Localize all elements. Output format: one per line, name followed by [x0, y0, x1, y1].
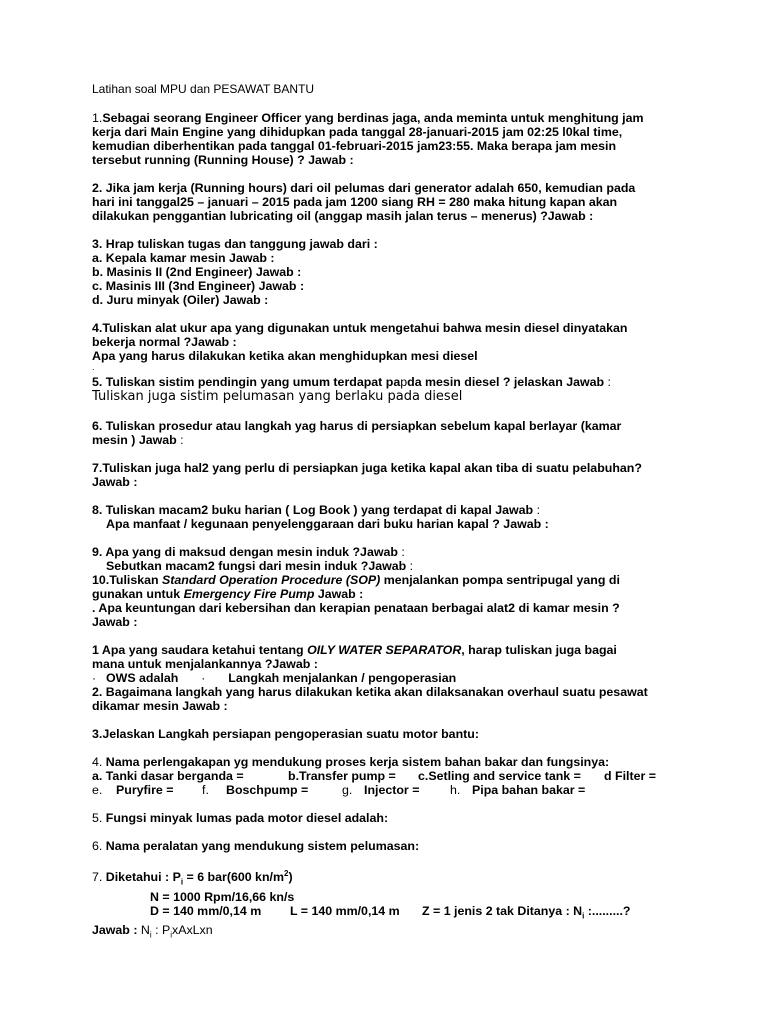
- s2q7-p-value: = 6 bar(600 kn/m: [183, 870, 284, 885]
- q5-line-1-p: p: [400, 375, 408, 389]
- q9-colon-1: :: [401, 545, 405, 559]
- q4-dot: .: [92, 362, 95, 372]
- q10-line-4: Jawab :: [92, 615, 138, 629]
- q10-line-3: . Apa keuntungan dari kebersihan dan kerapian penataan berbagai alat2 di kamar mesin ?: [92, 601, 620, 615]
- question-5: [92, 375, 692, 405]
- s2q4-item-c: c.Setling and service tank =: [418, 769, 581, 783]
- s2q5-number: 5.: [92, 811, 103, 825]
- s2q4-item-b: b.Transfer pump =: [288, 769, 396, 783]
- q3-item-b: b. Masinis II (2nd Engineer) Jawab :: [92, 265, 302, 279]
- s2q4-item-g: Injector =: [364, 783, 420, 797]
- s2q7-formula-sub: i: [149, 930, 152, 940]
- s2q1-bullet-2: ·: [201, 671, 206, 685]
- q6-colon: :: [180, 433, 184, 447]
- s2q4-label-f: f.: [202, 783, 209, 797]
- q3-item-a: a. Kepala kamar mesin Jawab :: [92, 251, 275, 265]
- q8-line-2: Apa manfaat / kegunaan penyelenggaraan dari buku harian kapal ? Jawab :: [106, 517, 549, 531]
- q1-line-1: Sebagai seorang Engineer Officer yang berdinas jaga, anda meminta untuk menghitung jam: [102, 111, 644, 125]
- q3-line-1: 3. Hrap tuliskan tugas dan tanggung jawab dari :: [92, 237, 378, 251]
- q5-line-1-post: da mesin diesel ? jelaskan Jawab: [407, 375, 608, 389]
- question-9: [92, 545, 692, 573]
- s2q7-z-sub: i: [582, 911, 585, 921]
- s2q4-label-e: e.: [92, 783, 103, 797]
- s2q7-formula-sub-2: i: [170, 930, 173, 940]
- q10-efp: Emergency Fire Pump: [183, 587, 315, 601]
- q1-number: 1.: [92, 111, 103, 125]
- s2q7-p-close: ): [288, 870, 293, 885]
- q1-line-2: kerja dari Main Engine yang dihidupkan pada tanggal 28-januari-2015 jam 02:25 l0kal time,: [92, 125, 623, 139]
- s2q4-line-1: Nama perlengakapan yg mendukung proses kerja sistem bahan bakar dan fungsinya:: [102, 755, 610, 769]
- question-8: [92, 503, 692, 531]
- s2q5-line-1: Fungsi minyak lumas pada motor diesel adalah:: [102, 811, 389, 825]
- q9-line-1: 9. Apa yang di maksud dengan mesin induk ?Jawab: [92, 545, 402, 559]
- question-10: [92, 573, 692, 629]
- section2-question-5: [92, 811, 692, 825]
- s2q7-d: D = 140 mm/0,14 m: [150, 903, 262, 918]
- s2q2-line-1: 2. Bagaimana langkah yang harus dilakukan ketika akan dilaksanakan overhaul suatu pesawat: [92, 685, 648, 699]
- q5-line-1-pre: 5. Tuliskan sistim pendingin yang umum terdapat pa: [92, 375, 401, 389]
- s2q6-line-1: Nama peralatan yang mendukung sistem pelumasan:: [102, 839, 420, 853]
- q2-line-2: hari ini tanggal25 – januari – 2015 pada jam 1200 siang RH = 280 maka hitung kapan akan: [92, 195, 618, 209]
- document-page: [92, 82, 692, 943]
- s2q4-number: 4.: [92, 755, 103, 769]
- s2q7-L: L = 140 mm/0,14 m: [290, 903, 400, 918]
- question-2: [92, 181, 692, 223]
- section2-question-3: [92, 727, 692, 741]
- s2q4-label-g: g.: [342, 783, 353, 797]
- question-3: [92, 237, 692, 307]
- question-6: [92, 419, 692, 447]
- q5-colon: :: [607, 375, 611, 389]
- s2q4-item-e: Puryfire =: [116, 783, 174, 797]
- s2q7-sup-2: 2: [283, 869, 289, 878]
- s2q7-formula-mid: : P: [151, 923, 171, 938]
- q2-line-3: dilakukan penggantian lubricating oil (anggap masih jalan terus – menerus) ?Jawab :: [92, 209, 594, 223]
- s2q1-bullet-1: ·: [92, 671, 97, 685]
- q1-line-4: tersebut running (Running House) ? Jawab :: [92, 153, 354, 167]
- q10-sop: Standard Operation Procedure (SOP): [162, 573, 381, 587]
- s2q2-line-2: dikamar mesin Jawab :: [92, 699, 228, 713]
- section2-question-6: [92, 839, 692, 853]
- q6-line-2: mesin ) Jawab: [92, 433, 181, 447]
- s2q7-jawab: Jawab :: [92, 923, 141, 938]
- section2-question-7: [92, 867, 692, 943]
- s2q7-n: N = 1000 Rpm/16,66 kn/s: [150, 889, 295, 904]
- question-1: [92, 111, 692, 167]
- s2q7-z: Z = 1 jenis 2 tak Ditanya : N: [422, 903, 583, 918]
- q4-line-2: bekerja normal ?Jawab :: [92, 335, 237, 349]
- s2q7-formula-n: N: [140, 923, 150, 938]
- q6-line-1: 6. Tuliskan prosedur atau langkah yag harus di persiapkan sebelum kapal berlayar (kamar: [92, 419, 622, 433]
- q8-line-1: 8. Tuliskan macam2 buku harian ( Log Book ) yang terdapat di kapal Jawab: [92, 503, 537, 517]
- s2q7-number: 7.: [92, 870, 103, 885]
- q7-line-2: Jawab :: [92, 475, 138, 489]
- s2q7-z-post: :.........?: [584, 903, 631, 918]
- s2q7-diketahui: Diketahui : P: [102, 870, 181, 885]
- q4-line-1: 4.Tuliskan alat ukur apa yang digunakan untuk mengetahui bahwa mesin diesel dinyatakan: [92, 321, 628, 335]
- s2q4-label-h: h.: [450, 783, 461, 797]
- q5-line-2: Tuliskan juga sistim pelumasan yang berlaku pada diesel: [92, 389, 463, 404]
- s2q1-line-2: mana untuk menjalankannya ?Jawab :: [92, 657, 318, 671]
- q2-line-1: 2. Jika jam kerja (Running hours) dari oil pelumas dari generator adalah 650, kemudian pada: [92, 181, 636, 195]
- s2q4-item-f: Boschpump =: [226, 783, 309, 797]
- s2q7-sub-i: i: [180, 877, 184, 887]
- q10-line-2-pre: gunakan untuk: [92, 587, 184, 601]
- s2q4-item-a: a. Tanki dasar berganda =: [92, 769, 244, 783]
- s2q1-line-1-pre: 1 Apa yang saudara ketahui tentang: [92, 643, 308, 657]
- q3-item-d: d. Juru minyak (Oiler) Jawab :: [92, 293, 269, 307]
- section2-question-4: [92, 755, 692, 797]
- s2q1-langkah: Langkah menjalankan / pengoperasian: [228, 671, 457, 685]
- s2q1-ows: OILY WATER SEPARATOR: [307, 643, 462, 657]
- q8-colon: :: [536, 503, 541, 517]
- question-4: [92, 321, 692, 371]
- q10-line-1-post: menjalankan pompa sentripugal yang di: [380, 573, 620, 587]
- q10-line-1-pre: 10.Tuliskan: [92, 573, 163, 587]
- q10-line-2-post: Jawab :: [314, 587, 364, 601]
- s2q1-ows-label: OWS adalah: [106, 671, 179, 685]
- s2q7-formula-end: xAxLxn: [172, 923, 213, 938]
- section2-question-1: [92, 643, 692, 685]
- s2q4-item-d: d Filter =: [604, 769, 656, 783]
- question-7: [92, 461, 692, 489]
- q4-line-3: Apa yang harus dilakukan ketika akan menghidupkan mesi diesel: [92, 349, 478, 363]
- q9-colon-2: :: [409, 559, 414, 573]
- s2q1-line-1-post: , harap tuliskan juga bagai: [461, 643, 617, 657]
- s2q3-line-1: 3.Jelaskan Langkah persiapan pengoperasian suatu motor bantu:: [92, 727, 479, 741]
- q9-line-2: Sebutkan macam2 fungsi dari mesin induk ?Jawab: [106, 559, 410, 573]
- document-title: Latihan soal MPU dan PESAWAT BANTU: [92, 82, 315, 96]
- s2q6-number: 6.: [92, 839, 103, 853]
- q1-line-3: kemudian diberhentikan pada tanggal 01-februari-2015 jam23:55. Maka berapa jam mesin: [92, 139, 617, 153]
- section2-question-2: [92, 685, 692, 713]
- s2q4-item-h: Pipa bahan bakar =: [472, 783, 586, 797]
- q7-line-1: 7.Tuliskan juga hal2 yang perlu di persiapkan juga ketika kapal akan tiba di suatu pelabuhan?: [92, 461, 642, 475]
- q3-item-c: c. Masinis III (3nd Engineer) Jawab :: [92, 279, 305, 293]
